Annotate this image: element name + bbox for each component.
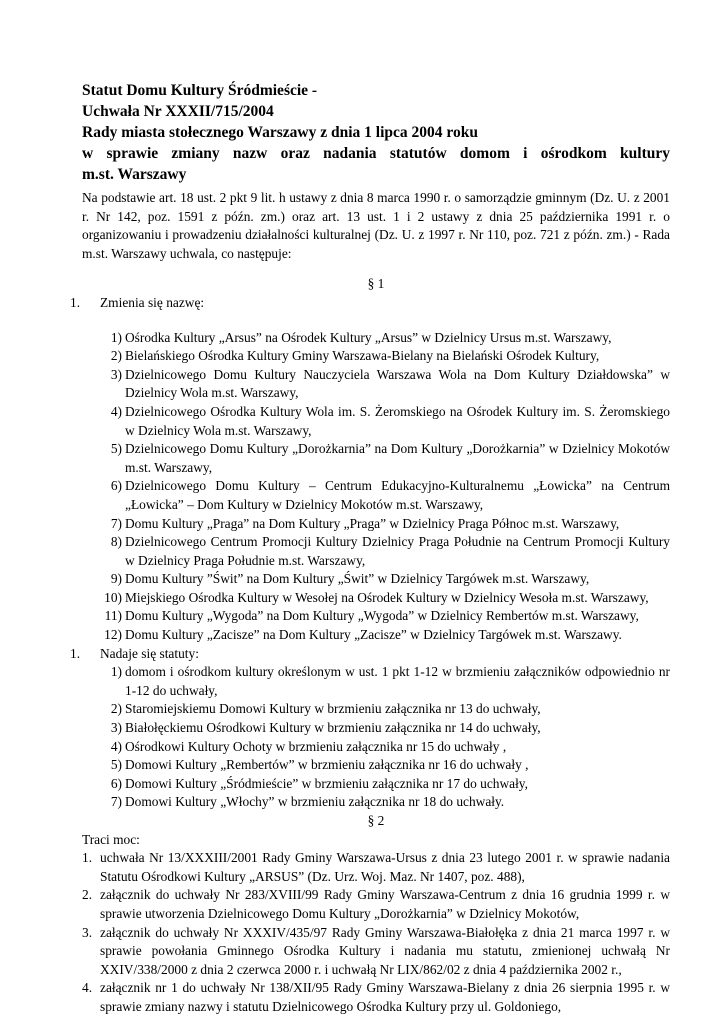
list-item-text: Staromiejskiemu Domowi Kultury w brzmieniu załącznika nr 13 do uchwały, <box>125 701 541 717</box>
list-item <box>82 329 670 348</box>
section-1-list <box>70 294 670 812</box>
list-item <box>82 366 670 403</box>
repealed-item <box>82 979 670 1016</box>
list-item-number: 5) <box>110 441 122 457</box>
list-item <box>82 570 670 589</box>
list-item-text: Domu Kultury ”Świt” na Dom Kultury „Świt” w Dzielnicy Targówek m.st. Warszawy, <box>125 571 590 587</box>
list-item-text: Ośrodka Kultury „Arsus” na Ośrodek Kultury „Arsus” w Dzielnicy Ursus m.st. Warszawy, <box>125 329 612 345</box>
list-item <box>82 663 670 700</box>
list-item <box>82 533 670 570</box>
list-item-text: Domowi Kultury „Śródmieście” w brzmieniu załącznika nr 17 do uchwały, <box>125 775 528 791</box>
list-item-text: Domu Kultury „Wygoda” na Dom Kultury „Wygoda” w Dzielnicy Rembertów m.st. Warszawy, <box>125 608 639 624</box>
title-line-4: w sprawie zmiany nazw oraz nadania statutów domom i ośrodkom kultury <box>82 145 670 162</box>
list-item-number: 4) <box>110 403 122 419</box>
point-heading: Nadaje się statuty: <box>100 645 199 661</box>
list-item-number: 10) <box>104 589 122 605</box>
title-line-5: m.st. Warszawy <box>82 166 187 183</box>
list-item <box>82 515 670 534</box>
list-item-text: Białołęckiemu Ośrodkowi Kultury w brzmieniu załącznika nr 14 do uchwały, <box>125 720 541 736</box>
list-item-text: Domu Kultury „Praga” na Dom Kultury „Praga” w Dzielnicy Praga Północ m.st. Warszawy, <box>125 515 620 531</box>
statute-list <box>82 663 670 812</box>
title-line-2: Uchwała Nr XXXII/715/2004 <box>82 103 274 120</box>
list-item-text: Miejskiego Ośrodka Kultury w Wesołej na Ośrodek Kultury w Dzielnicy Wesoła m.st. Warszawy, <box>125 589 649 605</box>
list-item-number: 12) <box>104 627 122 643</box>
legal-basis-paragraph: Na podstawie art. 18 ust. 2 pkt 9 lit. h ustawy z dnia 8 marca 1990 r. o samorządzie gminnym (Dz. U. z 2001 r. Nr 142, poz. 1591 z późn. zm.) oraz art. 13 ust. 1 i 2 ustawy z dnia 25 października 1991 r. o organizowaniu i prowadzeniu działalności kulturalnej (Dz. U. z 1997 r. Nr 110, poz. 721 z późn. zm.) - Rada m.st. Warszawy uchwala, co następuje: <box>82 190 670 261</box>
repealed-item-number: 1. <box>82 850 93 866</box>
repealed-item-text: załącznik do uchwały Nr XXXIV/435/97 Rady Gminy Warszawa-Białołęka z dnia 21 marca 1997 r. w sprawie powołania Gminnego Ośrodka Kultury i nadania mu statutu, zmienionej uchwałą Nr XXIV/338/2000 z dnia 2 czerwca 2000 r. i uchwałą Nr LIX/862/02 z dnia 4 października 2002 r., <box>100 924 670 977</box>
list-item-text: Domu Kultury „Zacisze” na Dom Kultury „Zacisze” w Dzielnicy Targówek m.st. Warszawy. <box>125 627 622 643</box>
list-item-number: 7) <box>110 794 122 810</box>
repealed-item-text: uchwała Nr 13/XXXIII/2001 Rady Gminy Warszawa-Ursus z dnia 23 lutego 2001 r. w sprawie nadania Statutu Ośrodkowi Kultury „ARSUS” (Dz. Urz. Woj. Maz. Nr 1407, poz. 488), <box>100 850 670 884</box>
list-item <box>82 700 670 719</box>
title-line-1: Statut Domu Kultury Śródmieście - <box>82 82 318 99</box>
list-item <box>82 626 670 645</box>
repealed-item <box>82 924 670 980</box>
list-item-text: Domowi Kultury „Włochy” w brzmieniu załącznika nr 18 do uchwały. <box>125 794 505 810</box>
section-1-point-2 <box>70 645 670 812</box>
list-item <box>82 477 670 514</box>
list-item-number: 6) <box>110 775 122 791</box>
repealed-item-text: załącznik nr 1 do uchwały Nr 138/XII/95 Rady Gminy Warszawa-Bielany z dnia 26 sierpnia 1995 r. w sprawie zmiany nazwy i statutu Dzielnicowego Ośrodka Kultury przy ul. Goldoniego, <box>100 980 670 1014</box>
repealed-item-number: 4. <box>82 980 93 996</box>
title-line-3: Rady miasta stołecznego Warszawy z dnia 1 lipca 2004 roku <box>82 124 478 141</box>
list-item-number: 3) <box>110 366 122 382</box>
point-number: 1. <box>70 294 81 310</box>
list-item-text: domom i ośrodkom kultury określonym w ust. 1 pkt 1-12 w brzmieniu załączników odpowiednio nr 1-12 do uchwały, <box>125 664 670 698</box>
list-item-text: Dzielnicowego Domu Kultury „Dorożkarnia” na Dom Kultury „Dorożkarnia” w Dzielnicy Mokotów m.st. Warszawy, <box>125 441 670 475</box>
document-page <box>70 80 670 1017</box>
repealed-item <box>82 886 670 923</box>
list-item-number: 9) <box>110 571 122 587</box>
list-item-text: Ośrodkowi Kultury Ochoty w brzmieniu załącznika nr 15 do uchwały , <box>125 738 507 754</box>
list-item-text: Dzielnicowego Domu Kultury – Centrum Edukacyjno-Kulturalnemu „Łowicka” na Centrum „Łowicka” – Dom Kultury w Dzielnicy Mokotów m.st. Warszawy, <box>125 478 670 512</box>
point-number: 1. <box>70 645 81 661</box>
list-item <box>82 403 670 440</box>
list-item <box>82 756 670 775</box>
list-item <box>82 607 670 626</box>
repealed-item-number: 3. <box>82 924 93 940</box>
list-item-number: 1) <box>110 664 122 680</box>
document-title <box>82 80 670 185</box>
list-item-number: 1) <box>110 329 122 345</box>
list-item-number: 6) <box>110 478 122 494</box>
list-item <box>82 589 670 608</box>
point-heading: Zmienia się nazwę: <box>100 294 205 310</box>
list-item-number: 8) <box>110 534 122 550</box>
list-item-number: 11) <box>104 608 122 624</box>
list-item-text: Domowi Kultury „Rembertów” w brzmieniu załącznika nr 16 do uchwały , <box>125 757 529 773</box>
repealed-item-number: 2. <box>82 887 93 903</box>
list-item <box>82 719 670 738</box>
list-item <box>82 793 670 812</box>
section-2-heading: Traci moc: <box>82 831 140 847</box>
list-item-number: 7) <box>110 515 122 531</box>
list-item-text: Dzielnicowego Domu Kultury Nauczyciela Warszawa Wola na Dom Kultury Działdowska” w Dzielnicy Wola m.st. Warszawy, <box>125 366 670 401</box>
section-1-point-1 <box>70 294 670 645</box>
list-item-number: 5) <box>110 757 122 773</box>
list-item-number: 2) <box>110 701 122 717</box>
list-item-text: Dzielnicowego Centrum Promocji Kultury Dzielnicy Praga Południe na Centrum Promocji Kultury w Dzielnicy Praga Południe m.st. Warszawy, <box>125 534 670 568</box>
rename-list <box>82 329 670 645</box>
list-item <box>82 440 670 477</box>
section-2-mark: § 2 <box>367 813 385 828</box>
section-1-mark: § 1 <box>367 276 385 292</box>
list-item-number: 3) <box>110 720 122 736</box>
repealed-item-text: załącznik do uchwały Nr 283/XVIII/99 Rady Gminy Warszawa-Centrum z dnia 16 grudnia 1999 r. w sprawie utworzenia Dzielnicowego Domu Kultury „Dorożkarnia” w Dzielnicy Mokotów, <box>100 887 670 921</box>
section-2-list <box>82 849 670 1016</box>
list-item <box>82 775 670 794</box>
repealed-item <box>82 849 670 886</box>
list-item <box>82 738 670 757</box>
list-item <box>82 347 670 366</box>
list-item-text: Bielańskiego Ośrodka Kultury Gminy Warszawa-Bielany na Bielański Ośrodek Kultury, <box>125 348 600 364</box>
list-item-number: 2) <box>110 348 122 364</box>
list-item-number: 4) <box>110 738 122 754</box>
list-item-text: Dzielnicowego Ośrodka Kultury Wola im. S. Żeromskiego na Ośrodek Kultury im. S. Żeromskiego w Dzielnicy Wola m.st. Warszawy, <box>125 403 670 438</box>
